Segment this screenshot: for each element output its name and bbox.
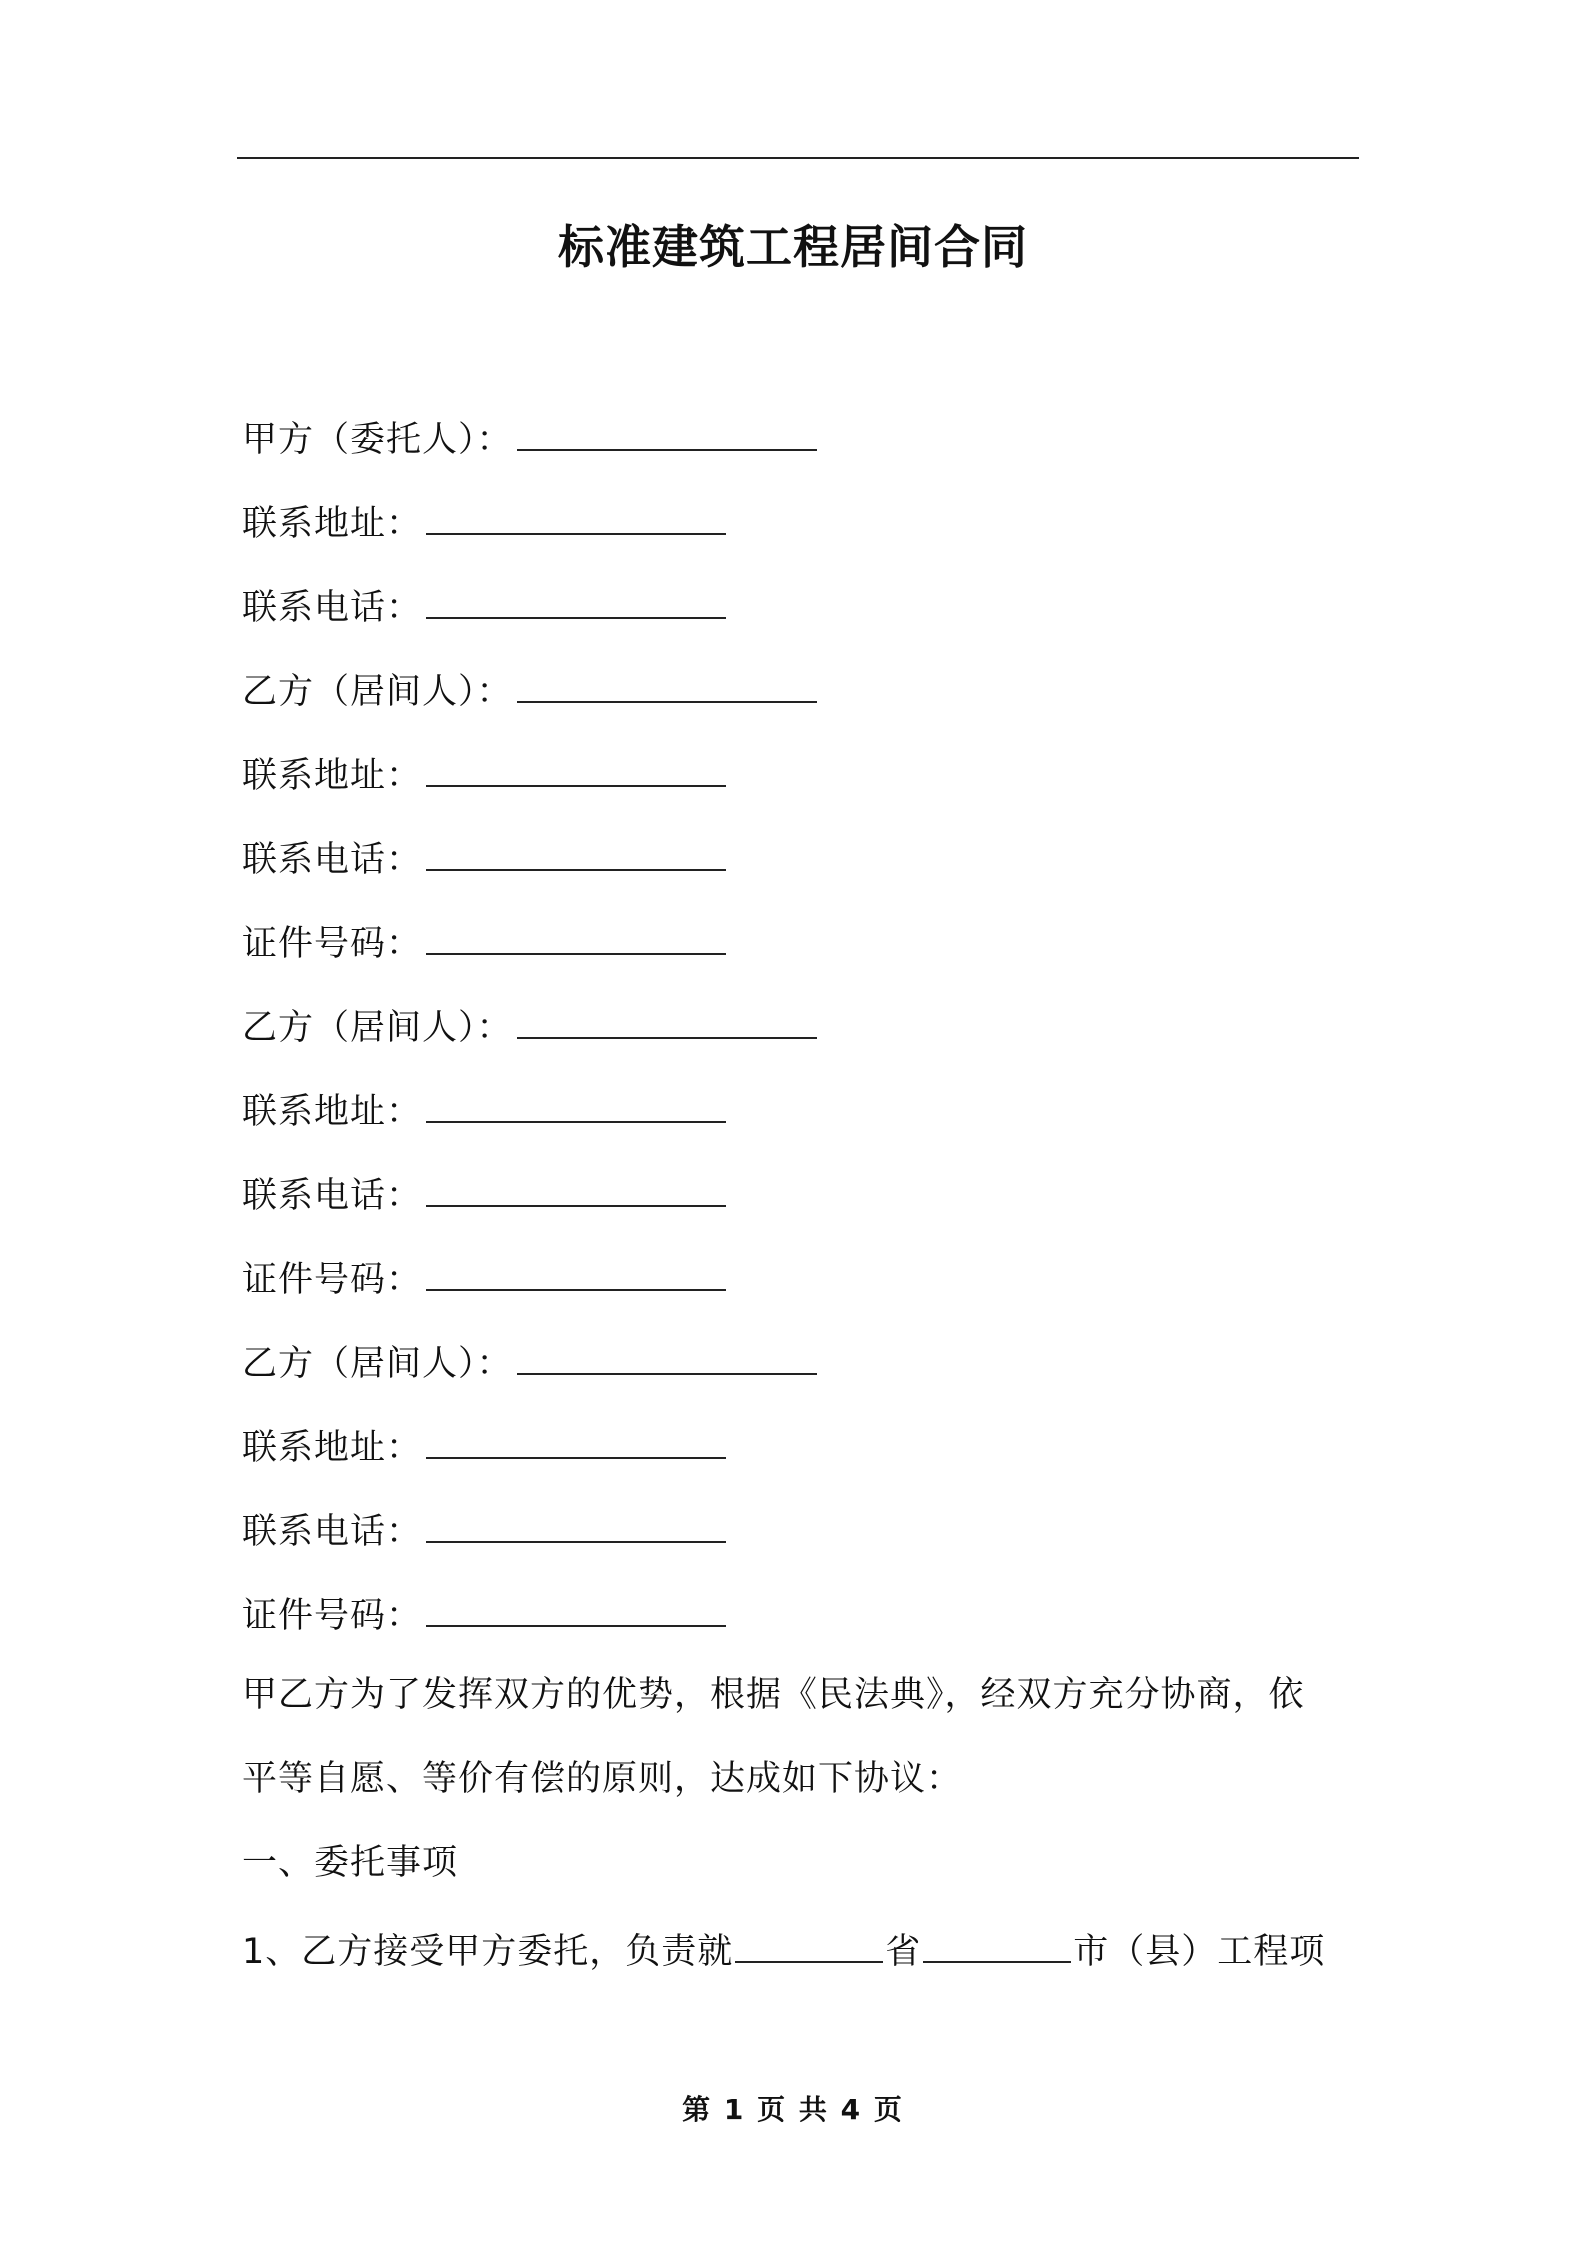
field-id-number <box>242 1245 1362 1305</box>
fill-blank[interactable] <box>426 1413 726 1459</box>
field-phone <box>242 825 1362 885</box>
header-rule <box>237 157 1359 159</box>
field-party-a <box>242 405 1362 465</box>
field-label: 证件号码： <box>242 924 423 964</box>
section-heading: 一、委托事项 <box>242 1843 459 1883</box>
preamble-line: 甲乙方为了发挥双方的优势，根据《民法典》，经双方充分协商，依 <box>242 1675 1305 1715</box>
fill-blank[interactable] <box>517 1329 817 1375</box>
field-address <box>242 1077 1362 1137</box>
field-party-b <box>242 1329 1362 1389</box>
field-phone <box>242 1497 1362 1557</box>
field-party-b <box>242 993 1362 1053</box>
field-address <box>242 741 1362 801</box>
field-party-b <box>242 657 1362 717</box>
field-label: 联系地址： <box>242 1092 423 1132</box>
field-label: 乙方（居间人）： <box>242 1008 513 1048</box>
clause-text: 1、乙方接受甲方委托，负责就 <box>242 1932 734 1972</box>
city-blank[interactable] <box>923 1917 1071 1963</box>
fill-blank[interactable] <box>517 657 817 703</box>
field-label: 联系地址： <box>242 504 423 544</box>
clause-text: 省 <box>885 1932 922 1972</box>
province-blank[interactable] <box>735 1917 883 1963</box>
fill-blank[interactable] <box>426 1581 726 1627</box>
field-label: 乙方（居间人）： <box>242 672 513 712</box>
clause-1 <box>242 1917 1362 1977</box>
fill-blank[interactable] <box>517 993 817 1039</box>
field-phone <box>242 573 1362 633</box>
page-indicator: 第 1 页 共 4 页 <box>682 2093 904 2126</box>
field-label: 联系电话： <box>242 1176 423 1216</box>
field-phone <box>242 1161 1362 1221</box>
clause-text: 市（县）工程项 <box>1073 1932 1326 1972</box>
fill-blank[interactable] <box>426 825 726 871</box>
field-label: 联系电话： <box>242 588 423 628</box>
fill-blank[interactable] <box>426 909 726 955</box>
field-label: 联系电话： <box>242 1512 423 1552</box>
fill-blank[interactable] <box>426 573 726 619</box>
field-label: 证件号码： <box>242 1260 423 1300</box>
field-id-number <box>242 909 1362 969</box>
preamble-line: 平等自愿、等价有偿的原则，达成如下协议： <box>242 1759 963 1799</box>
fill-blank[interactable] <box>426 741 726 787</box>
fill-blank[interactable] <box>426 1161 726 1207</box>
field-address <box>242 489 1362 549</box>
field-id-number <box>242 1581 1362 1641</box>
field-label: 甲方（委托人）： <box>242 420 513 460</box>
field-address <box>242 1413 1362 1473</box>
field-label: 联系地址： <box>242 756 423 796</box>
field-label: 联系地址： <box>242 1428 423 1468</box>
fill-blank[interactable] <box>426 1497 726 1543</box>
fill-blank[interactable] <box>517 405 817 451</box>
fill-blank[interactable] <box>426 1077 726 1123</box>
field-label: 联系电话： <box>242 840 423 880</box>
field-label: 证件号码： <box>242 1596 423 1636</box>
fill-blank[interactable] <box>426 489 726 535</box>
fill-blank[interactable] <box>426 1245 726 1291</box>
document-title: 标准建筑工程居间合同 <box>558 220 1028 274</box>
field-label: 乙方（居间人）： <box>242 1344 513 1384</box>
